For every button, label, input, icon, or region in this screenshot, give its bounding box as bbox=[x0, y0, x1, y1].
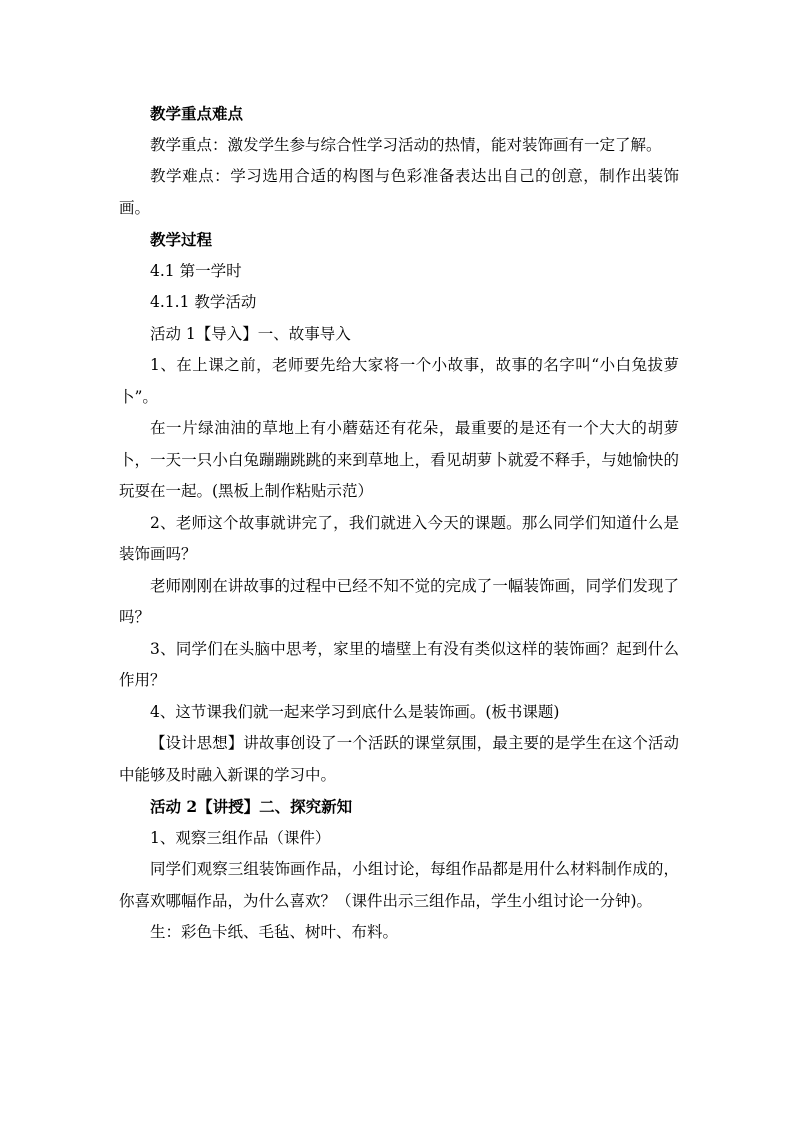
paragraph-story-body: 在一片绿油油的草地上有小蘑菇还有花朵，最重要的是还有一个大大的胡萝卜，一天一只小白兔蹦蹦跳跳的来到草地上，看见胡萝卜就爱不释手，与她愉快的玩耍在一起。(黑板上制作粘贴示范） bbox=[119, 419, 679, 500]
paragraph-think-wall: 3、同学们在头脑中思考，家里的墙壁上有没有类似这样的装饰画？起到什么作用？ bbox=[119, 639, 679, 689]
paragraph-teaching-focus: 教学重点：激发学生参与综合性学习活动的热情，能对装饰画有一定了解。 bbox=[150, 135, 662, 154]
paragraph-question-decorative: 2、老师这个故事就讲完了，我们就进入今天的课题。那么同学们知道什么是装饰画吗？ bbox=[119, 513, 679, 563]
paragraph-student-answer: 生：彩色卡纸、毛毡、树叶、布料。 bbox=[150, 923, 399, 941]
activity-2-heading: 活动 2【讲授】二、探究新知 bbox=[150, 797, 353, 816]
paragraph-completed-painting: 老师刚刚在讲故事的过程中已经不知不觉的完成了一幅装饰画，同学们发现了吗？ bbox=[119, 576, 679, 626]
section-heading-process: 教学过程 bbox=[150, 230, 213, 249]
subheading-first-lesson: 4.1 第一学时 bbox=[150, 261, 242, 280]
activity-1-heading: 活动 1【导入】一、故事导入 bbox=[150, 324, 351, 343]
paragraph-group-discussion: 同学们观察三组装饰画作品，小组讨论，每组作品都是用什么材料制作成的，你喜欢哪幅作品，为什么喜欢？（课件出示三组作品，学生小组讨论一分钟)。 bbox=[119, 860, 679, 910]
paragraph-lesson-topic: 4、这节课我们就一起来学习到底什么是装饰画。(板书课题) bbox=[150, 702, 560, 721]
paragraph-observe-works: 1、观察三组作品（课件） bbox=[150, 828, 331, 847]
subheading-teaching-activity: 4.1.1 教学活动 bbox=[150, 293, 257, 311]
document-page bbox=[119, 98, 679, 949]
paragraph-story-intro: 1、在上课之前，老师要先给大家将一个小故事，故事的名字叫“小白兔拔萝卜”。 bbox=[119, 356, 679, 406]
section-heading-key-points: 教学重点难点 bbox=[150, 104, 244, 123]
paragraph-design-thought: 【设计思想】讲故事创设了一个活跃的课堂氛围，最主要的是学生在这个活动中能够及时融入新课的学习中。 bbox=[119, 734, 679, 784]
paragraph-teaching-difficulty: 教学难点：学习选用合适的构图与色彩准备表达出自己的创意，制作出装饰画。 bbox=[119, 167, 679, 217]
